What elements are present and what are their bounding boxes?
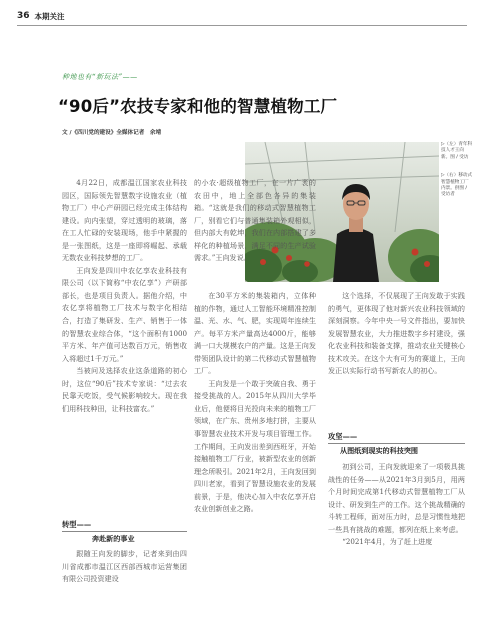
- column-3-text: [328, 290, 465, 378]
- column-2-text-top: [194, 177, 316, 265]
- page-header: [17, 9, 65, 23]
- photo-captions: [441, 142, 473, 211]
- article-byline: 文 /《四川党的建设》全媒体记者 余靖: [62, 130, 162, 136]
- paragraph: 的小农·超级植物工厂，在一片广袤的农田中，地上全部色各异的集装箱。“这就是我们的移动式智慧植物工厂，别看它们与普通集装箱外观相似，但内部大有乾坤，我们在内部搭建了多样化的种植场景，满足不同的生产试验需求。”王向发说。: [194, 178, 316, 263]
- photo-caption-right: ▷（右）移动式智慧植物工厂内景。供图 / 受访者: [441, 173, 473, 198]
- paragraph: 当被问及选择农业这条道路的初心时，这位“90后”技术专家说：“过去农民靠天吃饭，受气候影响较大。现在我们用科技种田，让科技富农。”: [62, 366, 187, 413]
- paragraph: 在30平方米的集装箱内，立体种植的作物，通过人工智能环境精准控制温、光、水、气、肥，实现周年连续生产。每平方米产量高达4000斤，能够满一口大规模农户的产量。这是王向发带领团队设计的第二代移动式智慧植物工厂。: [194, 291, 316, 376]
- section-body-breakthrough: [328, 461, 465, 549]
- article-kicker: 种地也有“新玩法”——: [62, 73, 138, 81]
- paragraph: “2021年4月，为了赶上进度: [342, 537, 433, 547]
- section-divider: [62, 531, 187, 532]
- paragraph: 初到公司，王向发就迎来了一项极具挑战性的任务——从2021年3月到5月，用两个月时间完成第1代移动式智慧植物工厂从设计、研发到生产的工作。这个挑战精确的斗转工程师，面对压力时，总是习惯性地把一些具有挑战的难题，都列在纸上来考虑。: [328, 462, 465, 534]
- column-2-text: [194, 290, 316, 516]
- column-1-text: [62, 177, 187, 415]
- header-divider: [17, 25, 467, 26]
- section-body-transition: [62, 548, 187, 586]
- section-subtitle-breakthrough: 从图纸到现实的科技突围: [340, 446, 419, 455]
- section-subtitle-transition: 奔赴新的事业: [92, 534, 135, 543]
- paragraph: 王向发是一个敢于突破自我、勇于接受挑战的人。2015年从四川大学毕业后，他便将目光投向未来的植物工厂领域，在广东、贵州多地打拼，主要从事智慧农业技术开发与项目管理工作。工作期间，王向发出差到西班牙，开始接触植物工厂行业，被新型农业的创新理念所吸引。2021年2月，王向发回到四川老家，看到了智慧设施农业的发展前景，于是，他决心加入中农亿享开启农业创新创业之路。: [194, 378, 316, 514]
- section-title-breakthrough: 攻坚——: [328, 432, 358, 441]
- paragraph: 4月22日，成都温江国家农业科技园区，国际领先智慧数字设施农业（植物工厂）中心产研园已经完成主体结构建设。向内张望，穿过透明的玻璃，落在工人忙碌的安装现场，他手中紧握的是一张图纸，这是一座即将崛起、承载无数农业科技梦想的工厂。: [62, 178, 187, 263]
- page-number: 36: [17, 11, 30, 21]
- paragraph: 跟随王向发的脚步，记者来到由四川省成都市温江区西部西城市运营集团有限公司投资建设: [62, 549, 187, 584]
- section-title-transition: 转型——: [62, 520, 92, 529]
- paragraph: 王向发是四川中农亿享农业科技有限公司（以下简称“中农亿享”）产研部部长，也是项目负责人。据他介绍，中农亿享将植物工厂技术与数字化相结合，打造了集研发、生产、销售于一体的智慧农业综合体，“这个面积有1000平方米、年产值可达数百万元，销售收入将超过1千万元。”: [62, 265, 187, 363]
- column-name: 本期关注: [34, 11, 65, 21]
- section-divider: [328, 443, 465, 444]
- article-title: “90后”农技专家和他的智慧植物工厂: [58, 97, 338, 116]
- paragraph: 这个选择，不仅展现了王向发敢于实践的勇气，更体现了他对新兴农业科技领域的深刻洞察。今年中央一号文件指出，要加快发展智慧农业，大力推进数字乡村建设，强化农业科技和装备支撑，推动农业关键核心技术攻关。在这个大有可为的赛道上，王向发正以实际行动书写新农人的初心。: [328, 291, 465, 376]
- photo-caption-left: ▷（左）青年科技人才王向新。图 / 受访: [441, 142, 473, 160]
